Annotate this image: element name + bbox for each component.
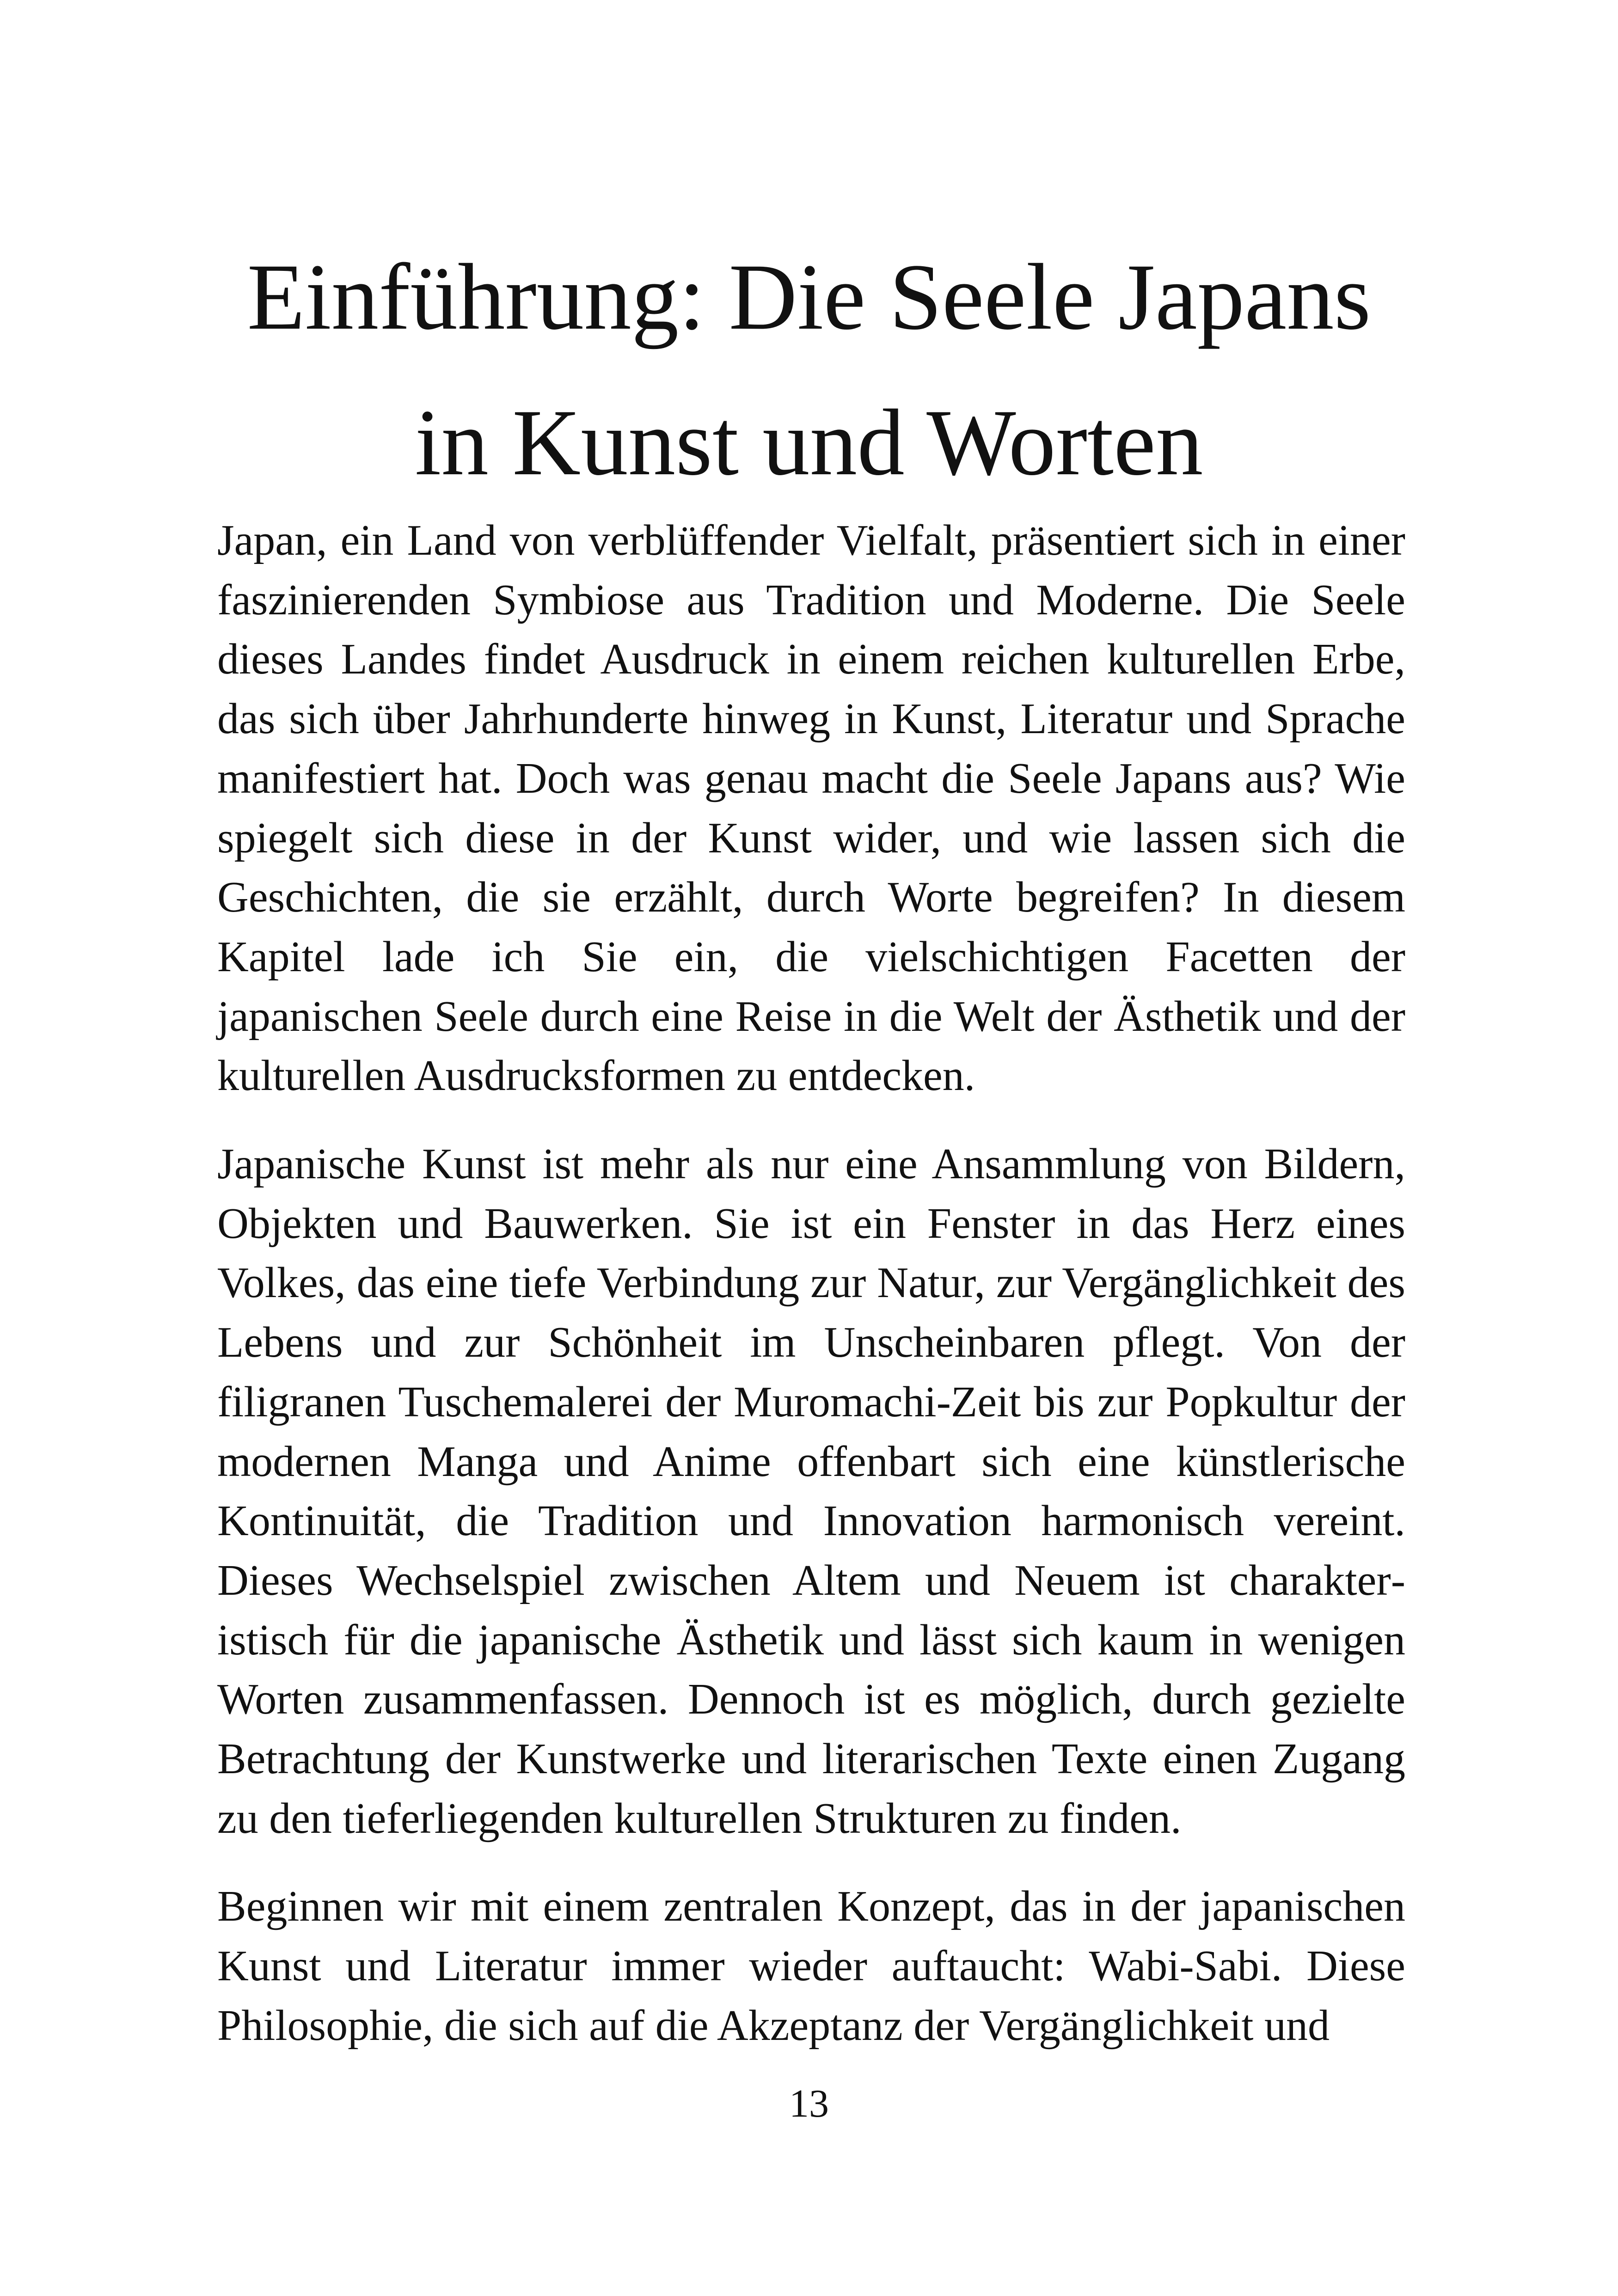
paragraph-3: Beginnen wir mit einem zentralen Konzept, das in der japanischen Kunst und Literatur immer wieder auftaucht: Wabi-Sabi. Diese Philosophie, die sich auf die Akzeptanz der Vergänglichkeit und xyxy=(217,1882,1405,2050)
body-text xyxy=(217,511,1405,2056)
paragraph-1: Japan, ein Land von verblüffender Vielfalt, präsentiert sich in einer faszinierenden Symbiose aus Tradition und Moderne. Die Seele dieses Landes findet Ausdruck in einem reichen kulturellen Erbe, das sich über Jahrhunderte hinweg in Kunst, Literatur und Sprache manifestiert hat. Doch was genau macht die Seele Japans aus? Wie spiegelt sich diese in der Kunst wider, und wie lassen sich die Geschichten, die sie erzählt, durch Worte begreifen? In diesem Kapitel lade ich Sie ein, die vielschichtigen Facetten der japanischen Seele durch eine Reise in die Welt der Ästhetik und der kulturellen Ausdrucksformen zu entdecken. xyxy=(217,516,1405,1100)
page-number: 13 xyxy=(789,2081,829,2125)
chapter-title-line-2: in Kunst und Worten xyxy=(415,390,1203,495)
chapter-title xyxy=(153,224,1465,515)
chapter-title-line-1: Einführung: Die Seele Japans xyxy=(247,245,1371,349)
paragraph-2: Japanische Kunst ist mehr als nur eine Ansammlung von Bildern, Objekten und Bauwerken. Sie ist ein Fenster in das Herz eines Volkes, das eine tiefe Verbindung zur Natur, zur Vergänglichkeit des Lebens und zur Schönheit im Unscheinbaren pflegt. Von der filigranen Tuschemalerei der Muromachi-Zeit bis zur Popkultur der modernen Manga und Anime offenbart sich eine künstlerische Kontinuität, die Tradition und Innovation harmonisch vereint. Dieses Wechselspiel zwischen Altem und Neuem ist charakteristisch für die japanische Ästhetik und lässt sich kaum in wenigen Worten zusammenfassen. Dennoch ist es möglich, durch gezielte Betrachtung der Kunstwerke und literarischen Texte einen Zugang zu den tieferliegenden kulturellen Strukturen zu finden. xyxy=(217,1140,1405,1843)
